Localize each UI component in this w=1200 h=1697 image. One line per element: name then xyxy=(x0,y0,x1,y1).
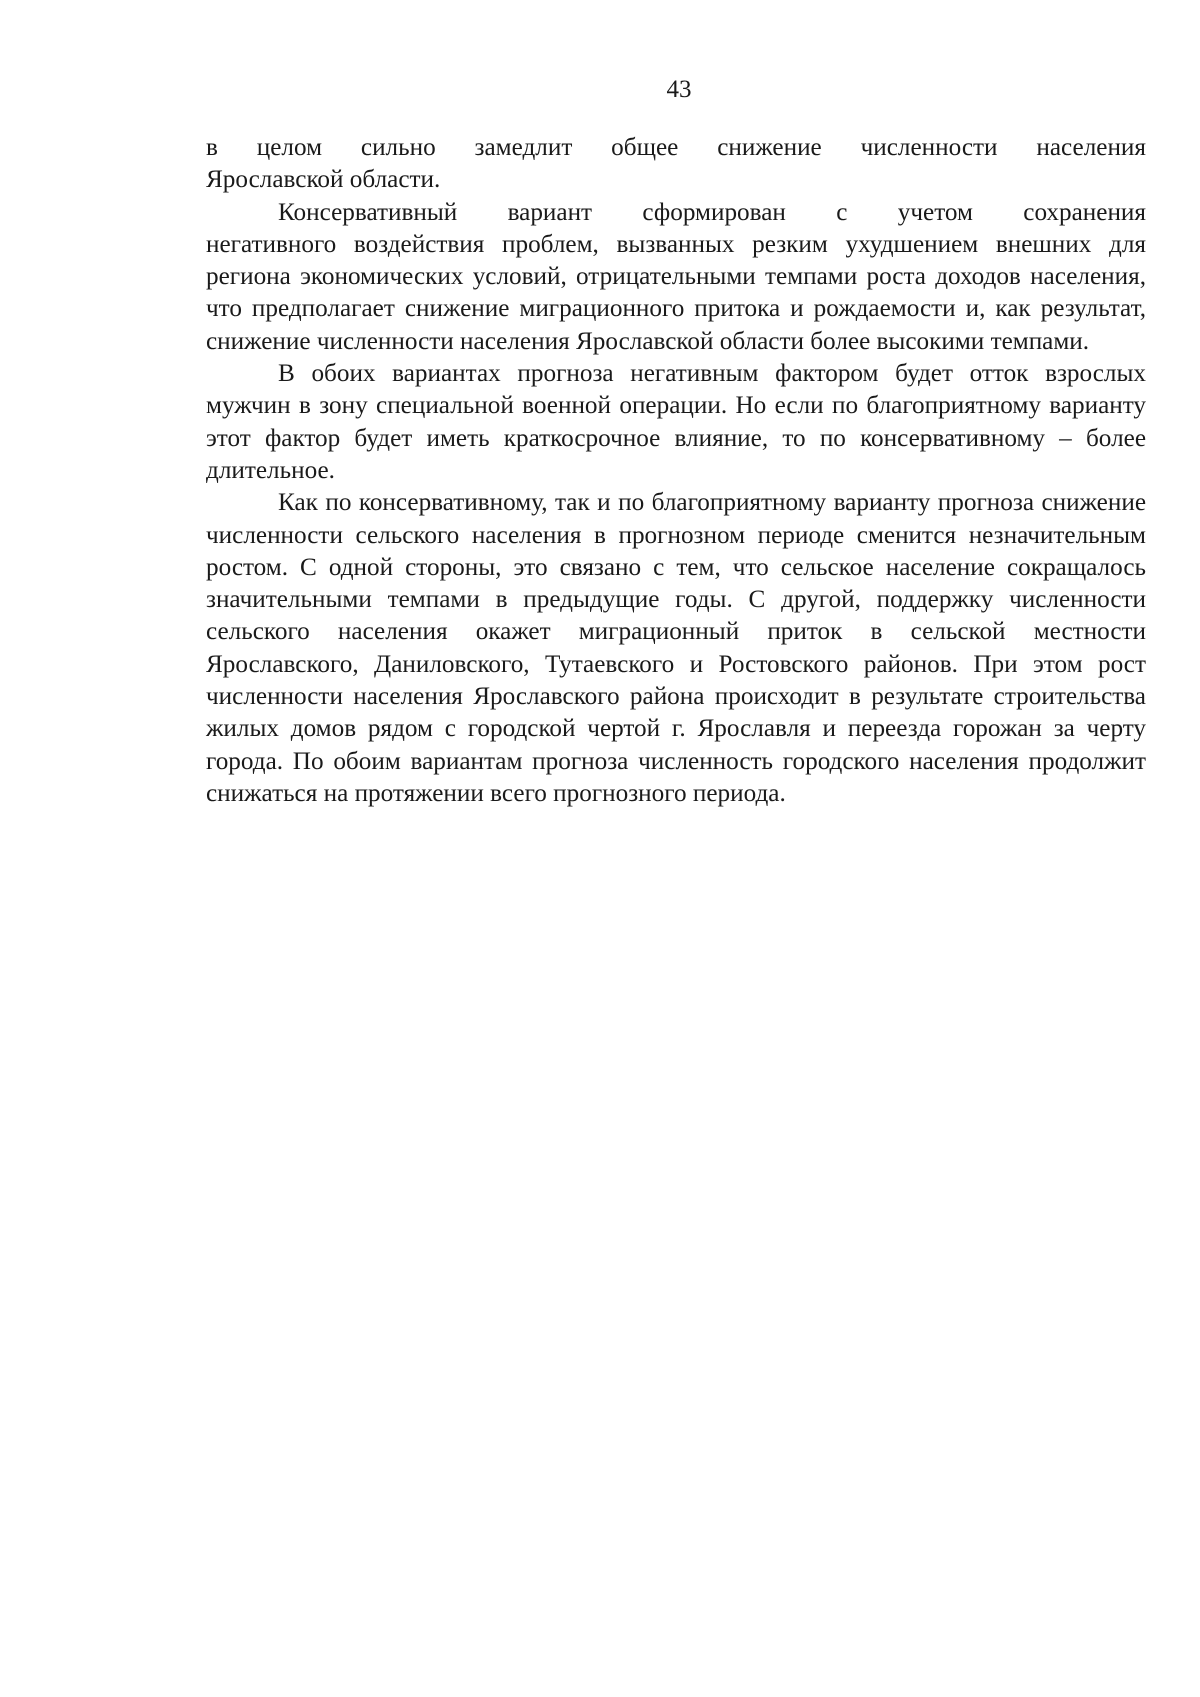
paragraph-1-line-1: в целом сильно замедлит общее снижение численности населения xyxy=(206,134,1146,161)
paragraph-1 xyxy=(206,132,1146,197)
paragraph-2-rest: негативного воздействия проблем, вызванных резким ухудшением внешних для региона экономических условий, отрицательными темпами роста доходов населения, что предполагает снижение миграционного притока и рождаемости и, как результат, снижение численности населения Ярославской области более высокими темпами. xyxy=(206,230,1146,355)
document-body xyxy=(206,132,1146,810)
paragraph-2 xyxy=(206,197,1146,358)
page-number: 43 xyxy=(666,76,692,103)
paragraph-2-line-1: Консервативный вариант сформирован с учетом сохранения xyxy=(278,198,1146,226)
paragraph-1-rest: Ярославской области. xyxy=(206,166,441,194)
paragraph-3: В обоих вариантах прогноза негативным фактором будет отток взрослых мужчин в зону специальной военной операции. Но если по благоприятному варианту этот фактор будет иметь краткосрочное влияние, то по консервативному – более длительное. xyxy=(206,360,1146,484)
paragraph-4: Как по консервативному, так и по благоприятному варианту прогноза снижение численности сельского населения в прогнозном периоде сменится незначительным ростом. С одной стороны, это связано с тем, что сельское население сокращалось значительными темпами в предыдущие годы. С другой, поддержку численности сельского населения окажет миграционный приток в сельской местности Ярославского, Даниловского, Тутаевского и Ростовского районов. При этом рост численности населения Ярославского района происходит в результате строительства жилых домов рядом с городской чертой г. Ярославля и переезда горожан за черту города. По обоим вариантам прогноза численность городского населения продолжит снижаться на протяжении всего прогнозного периода. xyxy=(206,489,1146,807)
